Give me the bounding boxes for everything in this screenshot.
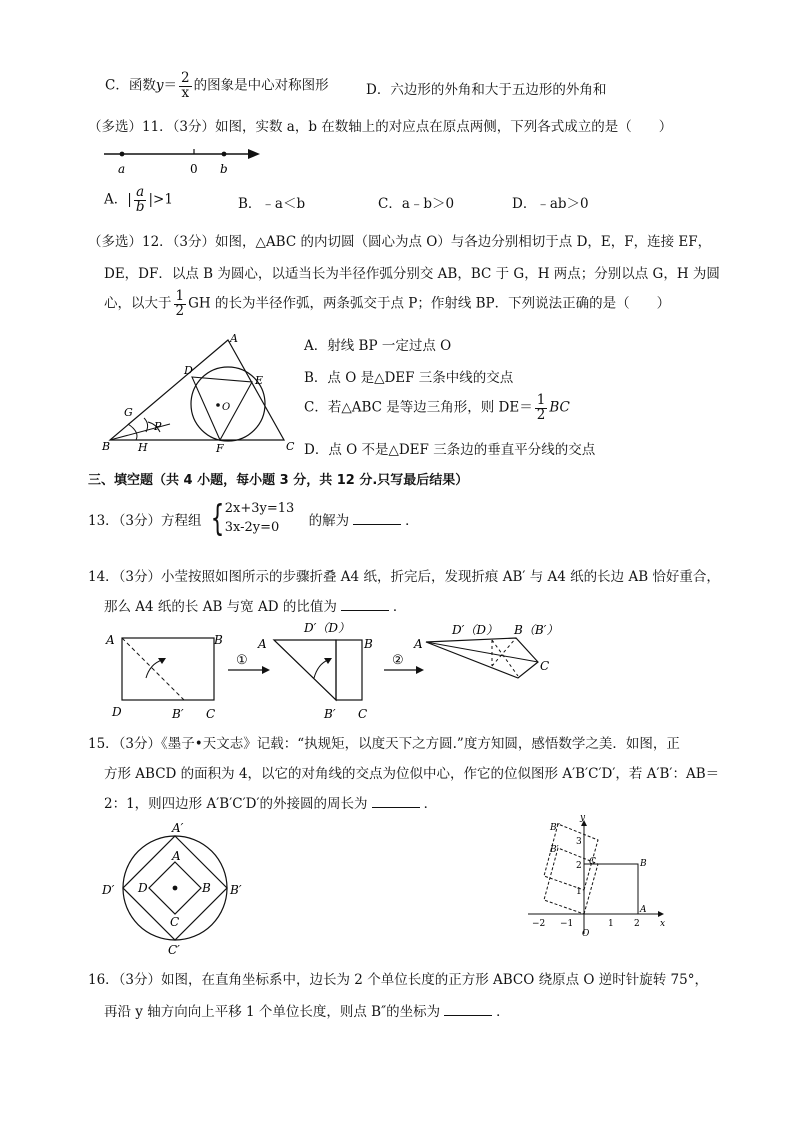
svg-text:D: D: [184, 364, 193, 377]
q11-option-a: A．| $\frac{a}{b}$ |>1: [104, 184, 173, 215]
q16-line2: 再沿 y 轴方向向上平移 1 个单位长度，则点 B″的坐标为 ．: [104, 1004, 510, 1020]
point-a: [120, 152, 125, 157]
q10-option-d: D．六边形的外角和大于五边形的外角和: [366, 82, 607, 98]
svg-text:E: E: [255, 374, 264, 387]
svg-text:A: A: [258, 637, 267, 651]
center: [173, 886, 178, 891]
svg-text:O: O: [582, 929, 590, 939]
q12-line1: （多选）12．（3分）如图，△ABC 的内切圆（圆心为点 O）与各边分别相切于点 D，E，F，连接 EF，: [88, 234, 712, 250]
x-tick-label: −2: [532, 919, 546, 929]
svg-text:B: B: [102, 440, 111, 453]
svg-text:A: A: [414, 637, 423, 651]
svg-text:D′（D）: D′（D）: [452, 623, 498, 637]
svg-text:D: D: [112, 705, 122, 719]
q15-line1: 15．（3分）《墨子•天文志》记载：“执规矩，以度天下之方圆.”度方知圆，感悟数学之美．如图，正: [88, 736, 680, 752]
q13-answer-blank[interactable]: [353, 512, 401, 525]
q10-option-c: C．函数y＝ $\frac{2}{x}$ 的图象是中心对称图形: [105, 70, 329, 101]
q11-number-line: [100, 143, 270, 179]
svg-text:B: B: [202, 881, 211, 895]
svg-text:B′: B′: [230, 883, 242, 897]
q11-option-b: B．﹣a＜b: [238, 196, 306, 212]
svg-text:0: 0: [190, 162, 198, 176]
q12-line2: DE，DF．以点 B 为圆心，以适当长为半径作弧分别交 AB，BC 于 G，H 两点；分别以点 G，H 为圆: [104, 266, 720, 282]
q11-option-d: D．﹣ab＞0: [512, 196, 589, 212]
q14-line1: 14．（3分）小莹按照如图所示的步骤折叠 A4 纸，折完后，发现折痕 AB′ 与 A4 纸的长边 AB 恰好重合，: [88, 569, 720, 585]
q15-figure: [100, 818, 260, 964]
svg-text:A: A: [106, 633, 115, 647]
q14-line2: 那么 A4 纸的长 AB 与宽 AD 的比值为 ．: [104, 599, 407, 615]
svg-text:y: y: [580, 814, 586, 823]
svg-text:C: C: [170, 915, 180, 929]
q14-answer-blank[interactable]: [341, 598, 389, 611]
svg-text:C: C: [589, 857, 596, 867]
q11-stem: （多选）11．（3分）如图，实数 a，b 在数轴上的对应点在原点两侧，下列各式成立的是（ ）: [88, 119, 673, 135]
y-tick-label: 1: [576, 887, 582, 897]
svg-text:B（B′）: B（B′）: [514, 623, 559, 637]
svg-text:C′: C′: [168, 943, 180, 957]
svg-text:H: H: [138, 441, 148, 454]
q12-line3: 心，以大于 $\frac{1}{2}$ GH 的长为半径作弧，两条弧交于点 P；作射线 BP．下列说法正确的是（ ）: [104, 288, 671, 319]
svg-text:A′: A′: [172, 821, 184, 835]
svg-text:x: x: [660, 919, 666, 929]
q16-answer-blank[interactable]: [444, 1003, 492, 1016]
section-3-heading: 三、填空题（共 4 小题，每小题 3 分，共 12 分.只写最后结果）: [88, 473, 469, 488]
q12-option-d: D．点 O 不是△DEF 三条边的垂直平分线的交点: [304, 442, 596, 458]
center-o: [216, 403, 220, 407]
svg-text:B: B: [364, 637, 373, 651]
svg-text:A: A: [230, 332, 238, 345]
svg-text:G: G: [124, 406, 133, 419]
q12-option-b: B．点 O 是△DEF 三条中线的交点: [304, 370, 514, 386]
q15-line3: 2：1，则四边形 A′B′C′D′的外接圆的周长为 ．: [104, 796, 438, 812]
q13: 13．（3分）方程组 { 2x+3y=13 3x-2y=0 的解为 ．: [88, 497, 419, 539]
svg-text:a: a: [118, 162, 126, 176]
svg-text:A: A: [172, 849, 181, 863]
svg-text:B: B: [640, 859, 647, 869]
q12-triangle-figure: [100, 332, 300, 456]
svg-text:F: F: [216, 442, 224, 455]
svg-text:D′（D）: D′（D）: [304, 621, 350, 635]
x-tick-label: −1: [560, 919, 574, 929]
svg-text:C: C: [286, 440, 295, 453]
q16-coordinate-figure: [520, 814, 670, 940]
svg-text:②: ②: [392, 653, 404, 668]
q15-line2: 方形 ABCD 的面积为 4，以它的对角线的交点为位似中心，作它的位似图形 A′B′C′D′，若 A′B′：AB＝: [104, 766, 720, 782]
x-tick-label: 2: [634, 919, 640, 929]
q11-option-c: C．a﹣b＞0: [378, 196, 455, 212]
q16-line1: 16．（3分）如图，在直角坐标系中，边长为 2 个单位长度的正方形 ABCO 绕原点 O 逆时针旋转 75°，: [88, 972, 708, 988]
q12-option-a: A．射线 BP 一定过点 O: [304, 338, 452, 354]
q14-folding-figure: [100, 620, 580, 724]
svg-text:b: b: [220, 162, 228, 176]
y-tick-label: 3: [576, 837, 582, 847]
svg-text:C: C: [358, 707, 368, 721]
svg-text:B′: B′: [550, 845, 559, 855]
svg-text:A: A: [640, 905, 647, 915]
point-b: [222, 152, 227, 157]
q12-option-c: C．若△ABC 是等边三角形，则 DE＝ $\frac{1}{2}$ BC: [304, 392, 570, 423]
svg-text:B″: B″: [550, 823, 560, 833]
svg-text:O: O: [222, 402, 231, 413]
svg-text:①: ①: [236, 653, 248, 668]
svg-text:B′: B′: [324, 707, 336, 721]
svg-text:B′: B′: [172, 707, 184, 721]
svg-text:D: D: [138, 881, 148, 895]
svg-text:B: B: [214, 633, 223, 647]
svg-text:C: C: [206, 707, 216, 721]
svg-text:C: C: [540, 659, 550, 673]
equation-system: { 2x+3y=13 3x-2y=0: [210, 497, 295, 539]
fraction-2-over-x: $\frac{2}{x}$: [180, 70, 190, 101]
q15-answer-blank[interactable]: [372, 795, 420, 808]
svg-text:P: P: [154, 420, 162, 433]
x-tick-label: 1: [608, 919, 614, 929]
y-tick-label: 2: [576, 861, 582, 871]
svg-text:D′: D′: [102, 883, 115, 897]
